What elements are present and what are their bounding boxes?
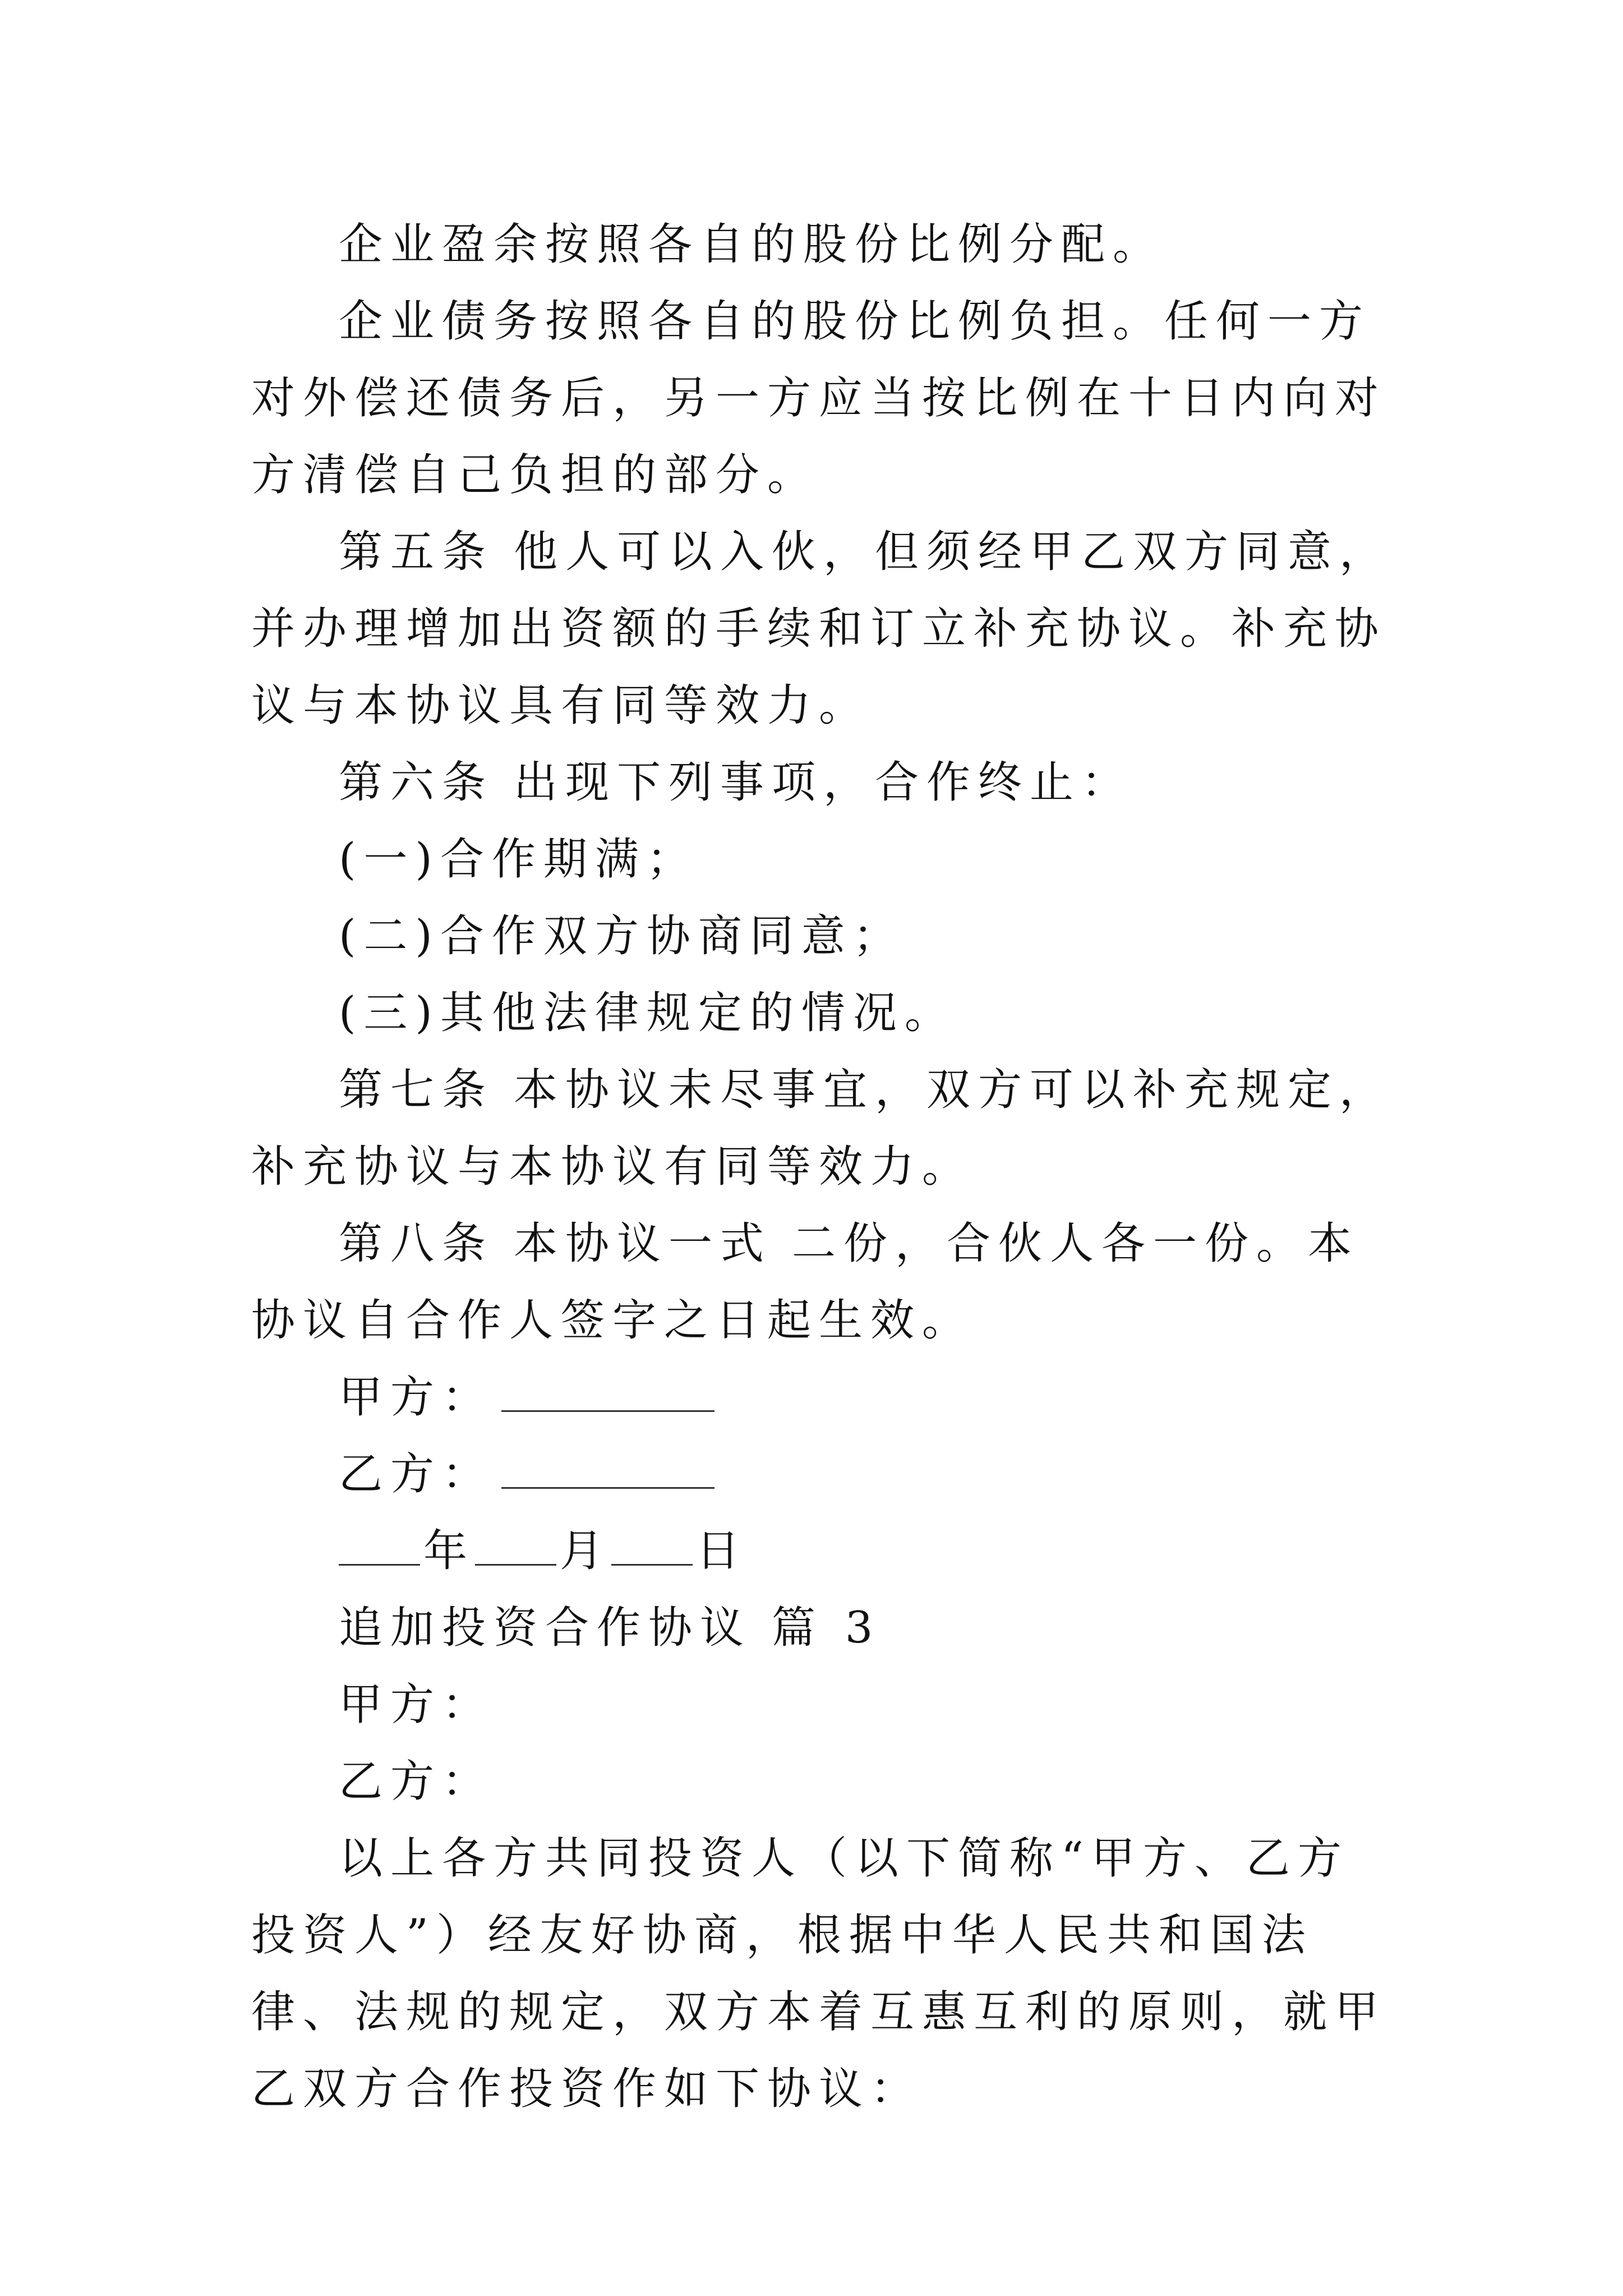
paragraph-debt-burden: 企业债务按照各自的股份比例负担。任何一方对外偿还债务后，另一方应当按比例在十日内向对方清偿自己负担的部分。 bbox=[251, 296, 1387, 500]
signature-party-a-line bbox=[501, 1363, 714, 1412]
section-number: 篇 3 bbox=[772, 1603, 881, 1653]
signature-party-a-label: 甲方： bbox=[339, 1372, 494, 1423]
article-six-label: 第六条 bbox=[339, 757, 494, 808]
party-b-line: 乙方： bbox=[339, 1756, 494, 1807]
list-item-other-legal: (三)其他法律规定的情况。 bbox=[339, 988, 956, 1038]
signature-party-b-label: 乙方： bbox=[339, 1449, 494, 1499]
signature-date bbox=[251, 1513, 1395, 1590]
section-title: 追加投资合作协议 bbox=[339, 1603, 752, 1653]
article-seven-text: 本协议未尽事宜，双方可以补充规定，补充协议与本协议有同等效力。 bbox=[251, 1065, 1391, 1192]
article-six-text: 出现下列事项，合作终止： bbox=[514, 757, 1133, 808]
section-heading bbox=[251, 1590, 1395, 1667]
article-six bbox=[251, 744, 1395, 821]
paragraph-profit-distribution: 企业盈余按照各自的股份比例分配。 bbox=[339, 219, 1165, 270]
date-year-blank bbox=[339, 1517, 420, 1566]
date-month-label: 月 bbox=[560, 1526, 612, 1576]
article-five bbox=[251, 514, 1395, 744]
article-seven-label: 第七条 bbox=[339, 1065, 494, 1115]
date-day-label: 日 bbox=[696, 1526, 748, 1576]
article-five-text: 他人可以入伙，但须经甲乙双方同意，并办理增加出资额的手续和订立补充协议。补充协议与本协议具有同等效力。 bbox=[251, 527, 1391, 731]
article-eight-text-a: 本协议一式 bbox=[514, 1218, 772, 1269]
article-five-label: 第五条 bbox=[339, 527, 494, 577]
article-eight-label: 第八条 bbox=[339, 1218, 494, 1269]
article-seven bbox=[251, 1052, 1395, 1205]
party-a-line: 甲方： bbox=[339, 1680, 494, 1730]
list-item-term-expired: (一)合作期满； bbox=[339, 834, 698, 885]
signature-party-a bbox=[251, 1359, 1395, 1436]
date-year-label: 年 bbox=[423, 1526, 476, 1576]
date-month-blank bbox=[475, 1517, 556, 1566]
document-body bbox=[251, 206, 1395, 2128]
agreement-intro: 以上各方共同投资人（以下简称“甲方、乙方投资人”）经友好协商，根据中华人民共和国法律、法规的规定，双方本着互惠互利的原则，就甲乙双方合作投资作如下协议： bbox=[251, 1833, 1387, 2114]
article-eight-text-b: 二份，合伙人各一份。本协议自合作人签字之日起生效。 bbox=[251, 1218, 1360, 1346]
list-item-mutual-agreement: (二)合作双方协商同意； bbox=[339, 911, 905, 961]
signature-party-b bbox=[251, 1436, 1395, 1513]
article-eight bbox=[251, 1205, 1395, 1359]
signature-party-b-line bbox=[501, 1440, 714, 1489]
date-day-blank bbox=[611, 1517, 693, 1566]
